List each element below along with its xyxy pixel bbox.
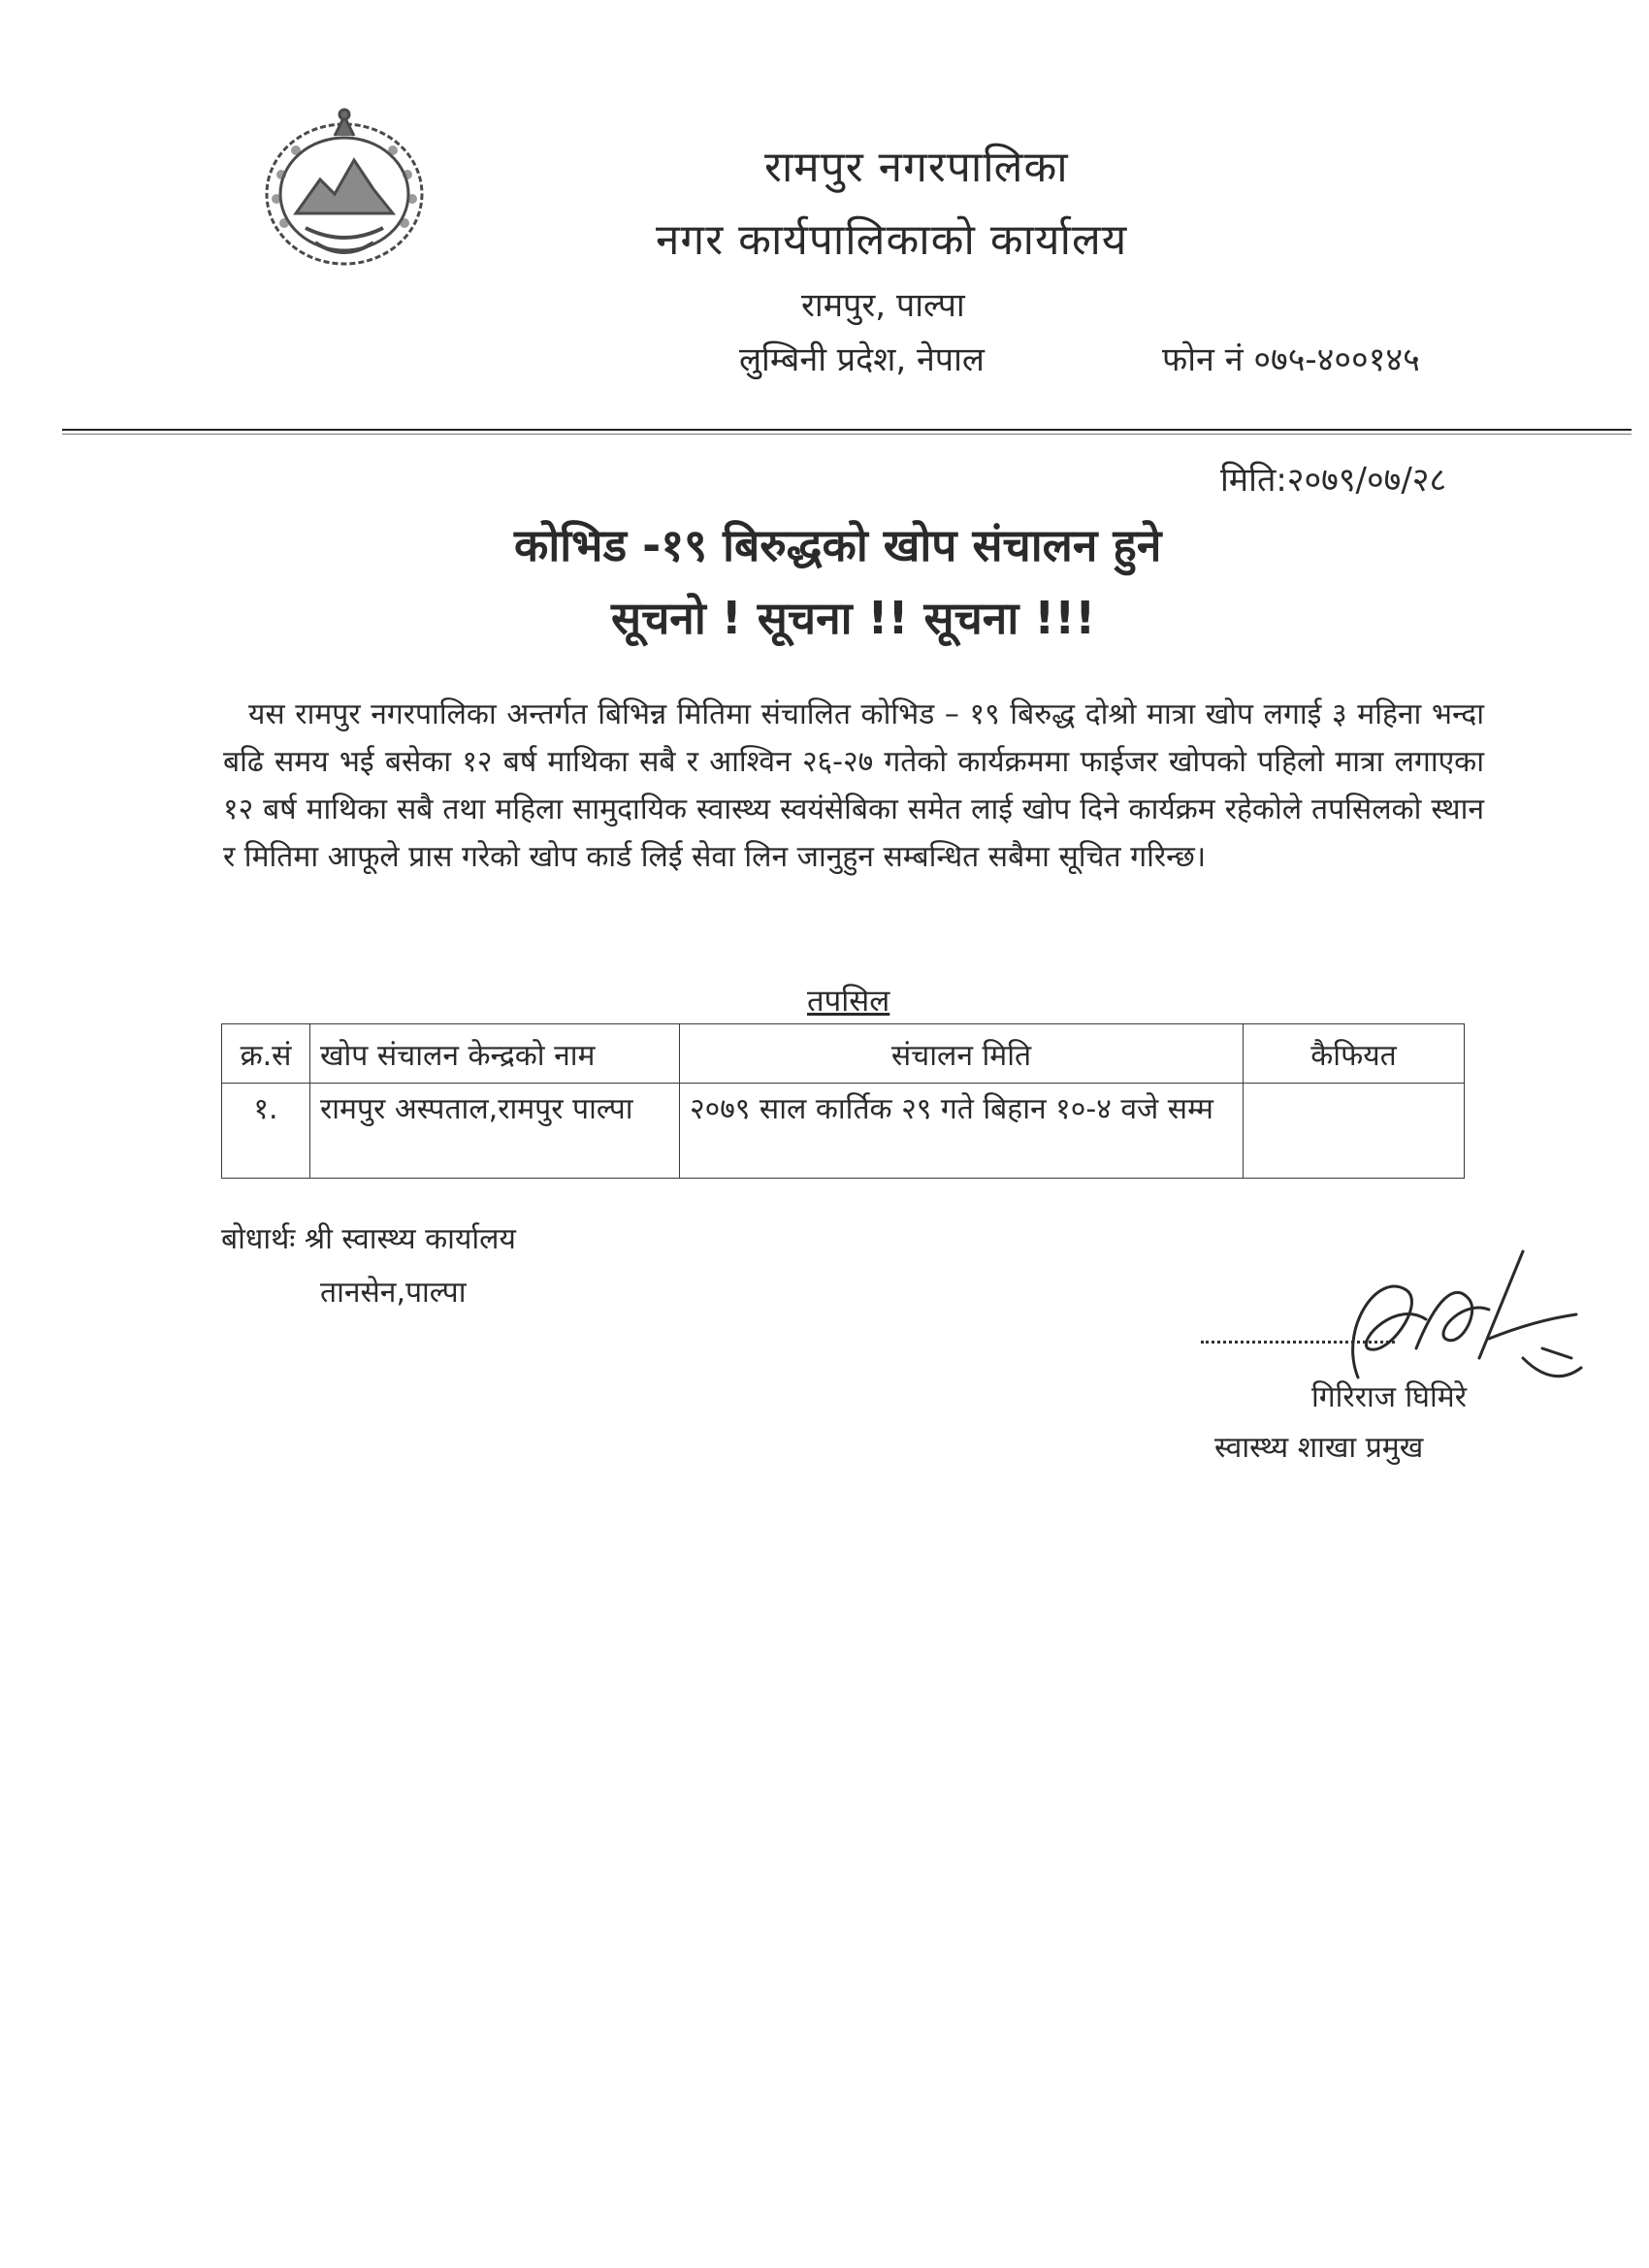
notice-body: यस रामपुर नगरपालिका अन्तर्गत बिभिन्न मितिमा संचालित कोभिड – १९ बिरुद्ध दोश्रो मात्रा खोप लगाई ३ महिना भन्दा बढि समय भई बसेका १२ बर्ष माथिका सबै र आश्विन २६-२७ गतेको कार्यक्रममा फाईजर खोपको पहिलो मात्रा लगाएका १२ बर्ष माथिका सबै तथा महिला सामुदायिक स्वास्थ्य स्वयंसेबिका समेत लाई खोप दिने कार्यक्रम रहेकोले तपसिलको स्थान र मितिमा आफूले प्रास गरेको खोप कार्ड लिई सेवा लिन जानुहुन सम्बन्धित सबैमा सूचित गरिन्छ। <box>223 697 1484 874</box>
phone-number: फोन नं ०७५-४००१४५ <box>1162 340 1420 379</box>
org-name: रामपुर नगरपालिका <box>764 143 1069 192</box>
cell-center-name: रामपुर अस्पताल,रामपुर पाल्पा <box>310 1084 680 1179</box>
cell-serial: १. <box>222 1084 310 1179</box>
header-remarks: कैफियत <box>1244 1024 1465 1084</box>
cc-line2: तानसेन,पाल्पा <box>320 1276 467 1310</box>
header-center-name: खोप संचालन केन्द्रको नाम <box>310 1024 680 1084</box>
notice-subtitle: सूचनो ! सूचना !! सूचना !!! <box>611 592 1096 644</box>
schedule-table <box>221 1023 1465 1179</box>
cell-date: २०७९ साल कार्तिक २९ गते बिहान १०-४ वजे सम्म <box>680 1084 1244 1179</box>
header-date: संचालन मिति <box>680 1024 1244 1084</box>
notice-title: कोभिड -१९ बिरुद्धको खोप संचालन हुने <box>514 519 1162 571</box>
government-emblem-logo <box>238 97 451 276</box>
signatory-name: गिरिराज घिमिरे <box>1311 1380 1468 1414</box>
notice-date: मिति:२०७९/०७/२८ <box>1220 461 1447 500</box>
cell-remarks <box>1244 1084 1465 1179</box>
address-line1: रामपुर, पाल्पा <box>801 286 965 325</box>
header-serial: क्र.सं <box>222 1024 310 1084</box>
office-name: नगर कार्यपालिकाको कार्यालय <box>656 215 1128 265</box>
table-row <box>222 1084 1465 1179</box>
header-divider-secondary <box>62 434 1632 435</box>
handwritten-signature <box>1300 1213 1591 1397</box>
address-line2: लुम्बिनी प्रदेश, नेपाल <box>739 340 985 379</box>
signatory-designation: स्वास्थ्य शाखा प्रमुख <box>1214 1431 1424 1465</box>
table-header-row <box>222 1024 1465 1084</box>
header-divider <box>62 429 1632 431</box>
table-caption: तपसिल <box>807 984 890 1019</box>
cc-line1: बोधार्थः श्री स्वास्थ्य कार्यालय <box>221 1222 516 1256</box>
